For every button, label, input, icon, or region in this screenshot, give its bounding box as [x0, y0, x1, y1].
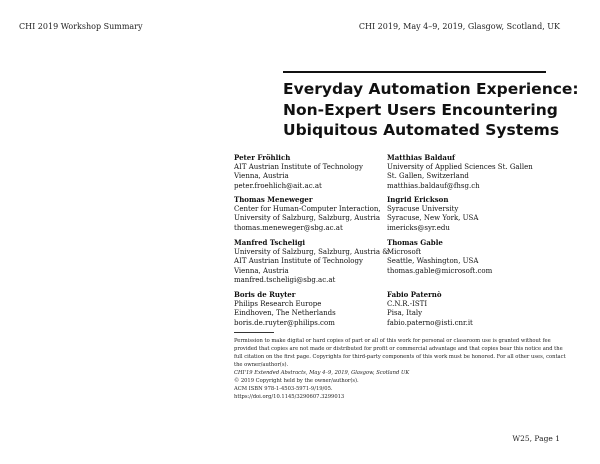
author-block — [387, 195, 557, 233]
author-affiliation: University of Applied Sciences St. Gallen — [387, 162, 533, 171]
author-email: fabio.paterno@isti.cnr.it — [387, 318, 473, 327]
author-block — [234, 290, 404, 328]
permission-line: Permission to make digital or hard copies of part or all of this work for personal or classroom use is granted without fee — [234, 338, 551, 344]
title-rule — [283, 71, 546, 73]
author-name: Boris de Ruyter — [234, 290, 296, 299]
author-location: Seattle, Washington, USA — [387, 257, 479, 266]
author-email: imericks@syr.edu — [387, 223, 450, 232]
author-location: Vienna, Austria — [234, 172, 289, 181]
permission-line: provided that copies are not made or distributed for profit or commercial advantage and that copies bear this notice and the — [234, 346, 563, 352]
author-location: St. Gallen, Switzerland — [387, 172, 469, 181]
author-location: University of Salzburg, Salzburg, Austria — [234, 214, 380, 223]
copyright-line: © 2019 Copyright held by the owner/author(s). — [234, 378, 359, 384]
author-name: Thomas Meneweger — [234, 195, 313, 204]
author-name: Thomas Gable — [387, 238, 443, 247]
author-affiliation: Microsoft — [387, 247, 422, 256]
page-footer: W25, Page 1 — [512, 434, 560, 443]
isbn-line: ACM ISBN 978-1-4503-5971-9/19/05. — [234, 386, 333, 392]
author-email: manfred.tscheligi@sbg.ac.at — [234, 276, 336, 285]
author-block — [234, 238, 404, 286]
author-block — [234, 153, 404, 191]
author-name: Fabio Paternò — [387, 290, 442, 299]
title-line: Ubiquitous Automated Systems — [283, 121, 560, 139]
permission-line: full citation on the first page. Copyrights for third-party components of this work must be honored. For all other uses, contact — [234, 354, 566, 360]
permission-rule — [234, 332, 274, 333]
author-block — [234, 195, 404, 233]
author-location: Eindhoven, The Netherlands — [234, 309, 336, 318]
author-name: Peter Fröhlich — [234, 153, 291, 162]
doi-link[interactable]: https://doi.org/10.1145/3290607.3299013 — [234, 394, 345, 400]
author-affiliation: University of Salzburg, Salzburg, Austria & — [234, 247, 389, 256]
running-header-left: CHI 2019 Workshop Summary — [19, 22, 143, 31]
author-email: peter.froehlich@ait.ac.at — [234, 181, 322, 190]
author-location: Syracuse, New York, USA — [387, 214, 479, 223]
author-affiliation: Center for Human-Computer Interaction, — [234, 204, 381, 213]
author-email: boris.de.ruyter@philips.com — [234, 318, 335, 327]
author-affiliation: AIT Austrian Institute of Technology — [234, 162, 363, 171]
author-block — [387, 238, 557, 276]
author-name: Matthias Baldauf — [387, 153, 456, 162]
author-email: thomas.gable@microsoft.com — [387, 266, 493, 275]
title-line: Everyday Automation Experience: — [283, 80, 579, 98]
author-name: Manfred Tscheligi — [234, 238, 306, 247]
author-affiliation: Philips Research Europe — [234, 299, 322, 308]
author-location: Vienna, Austria — [234, 266, 289, 275]
permission-block — [234, 337, 566, 401]
running-header-right: CHI 2019, May 4–9, 2019, Glasgow, Scotland, UK — [358, 22, 560, 31]
author-block — [387, 153, 557, 191]
title-line: Non-Expert Users Encountering — [283, 100, 558, 119]
author-location: Pisa, Italy — [387, 309, 423, 318]
permission-line: the owner/author(s). — [234, 362, 289, 368]
author-name: Ingrid Erickson — [387, 195, 449, 204]
paper-title — [283, 79, 583, 141]
author-email: matthias.baldauf@fhsg.ch — [387, 181, 480, 190]
venue-line: CHI'19 Extended Abstracts, May 4–9, 2019, Glasgow, Scotland UK — [234, 370, 410, 376]
author-email: thomas.meneweger@sbg.ac.at — [234, 223, 343, 232]
author-block — [387, 290, 557, 328]
author-affiliation: C.N.R.-ISTI — [387, 299, 428, 308]
author-affiliation: Syracuse University — [387, 204, 459, 213]
author-affiliation: AIT Austrian Institute of Technology — [234, 257, 363, 266]
